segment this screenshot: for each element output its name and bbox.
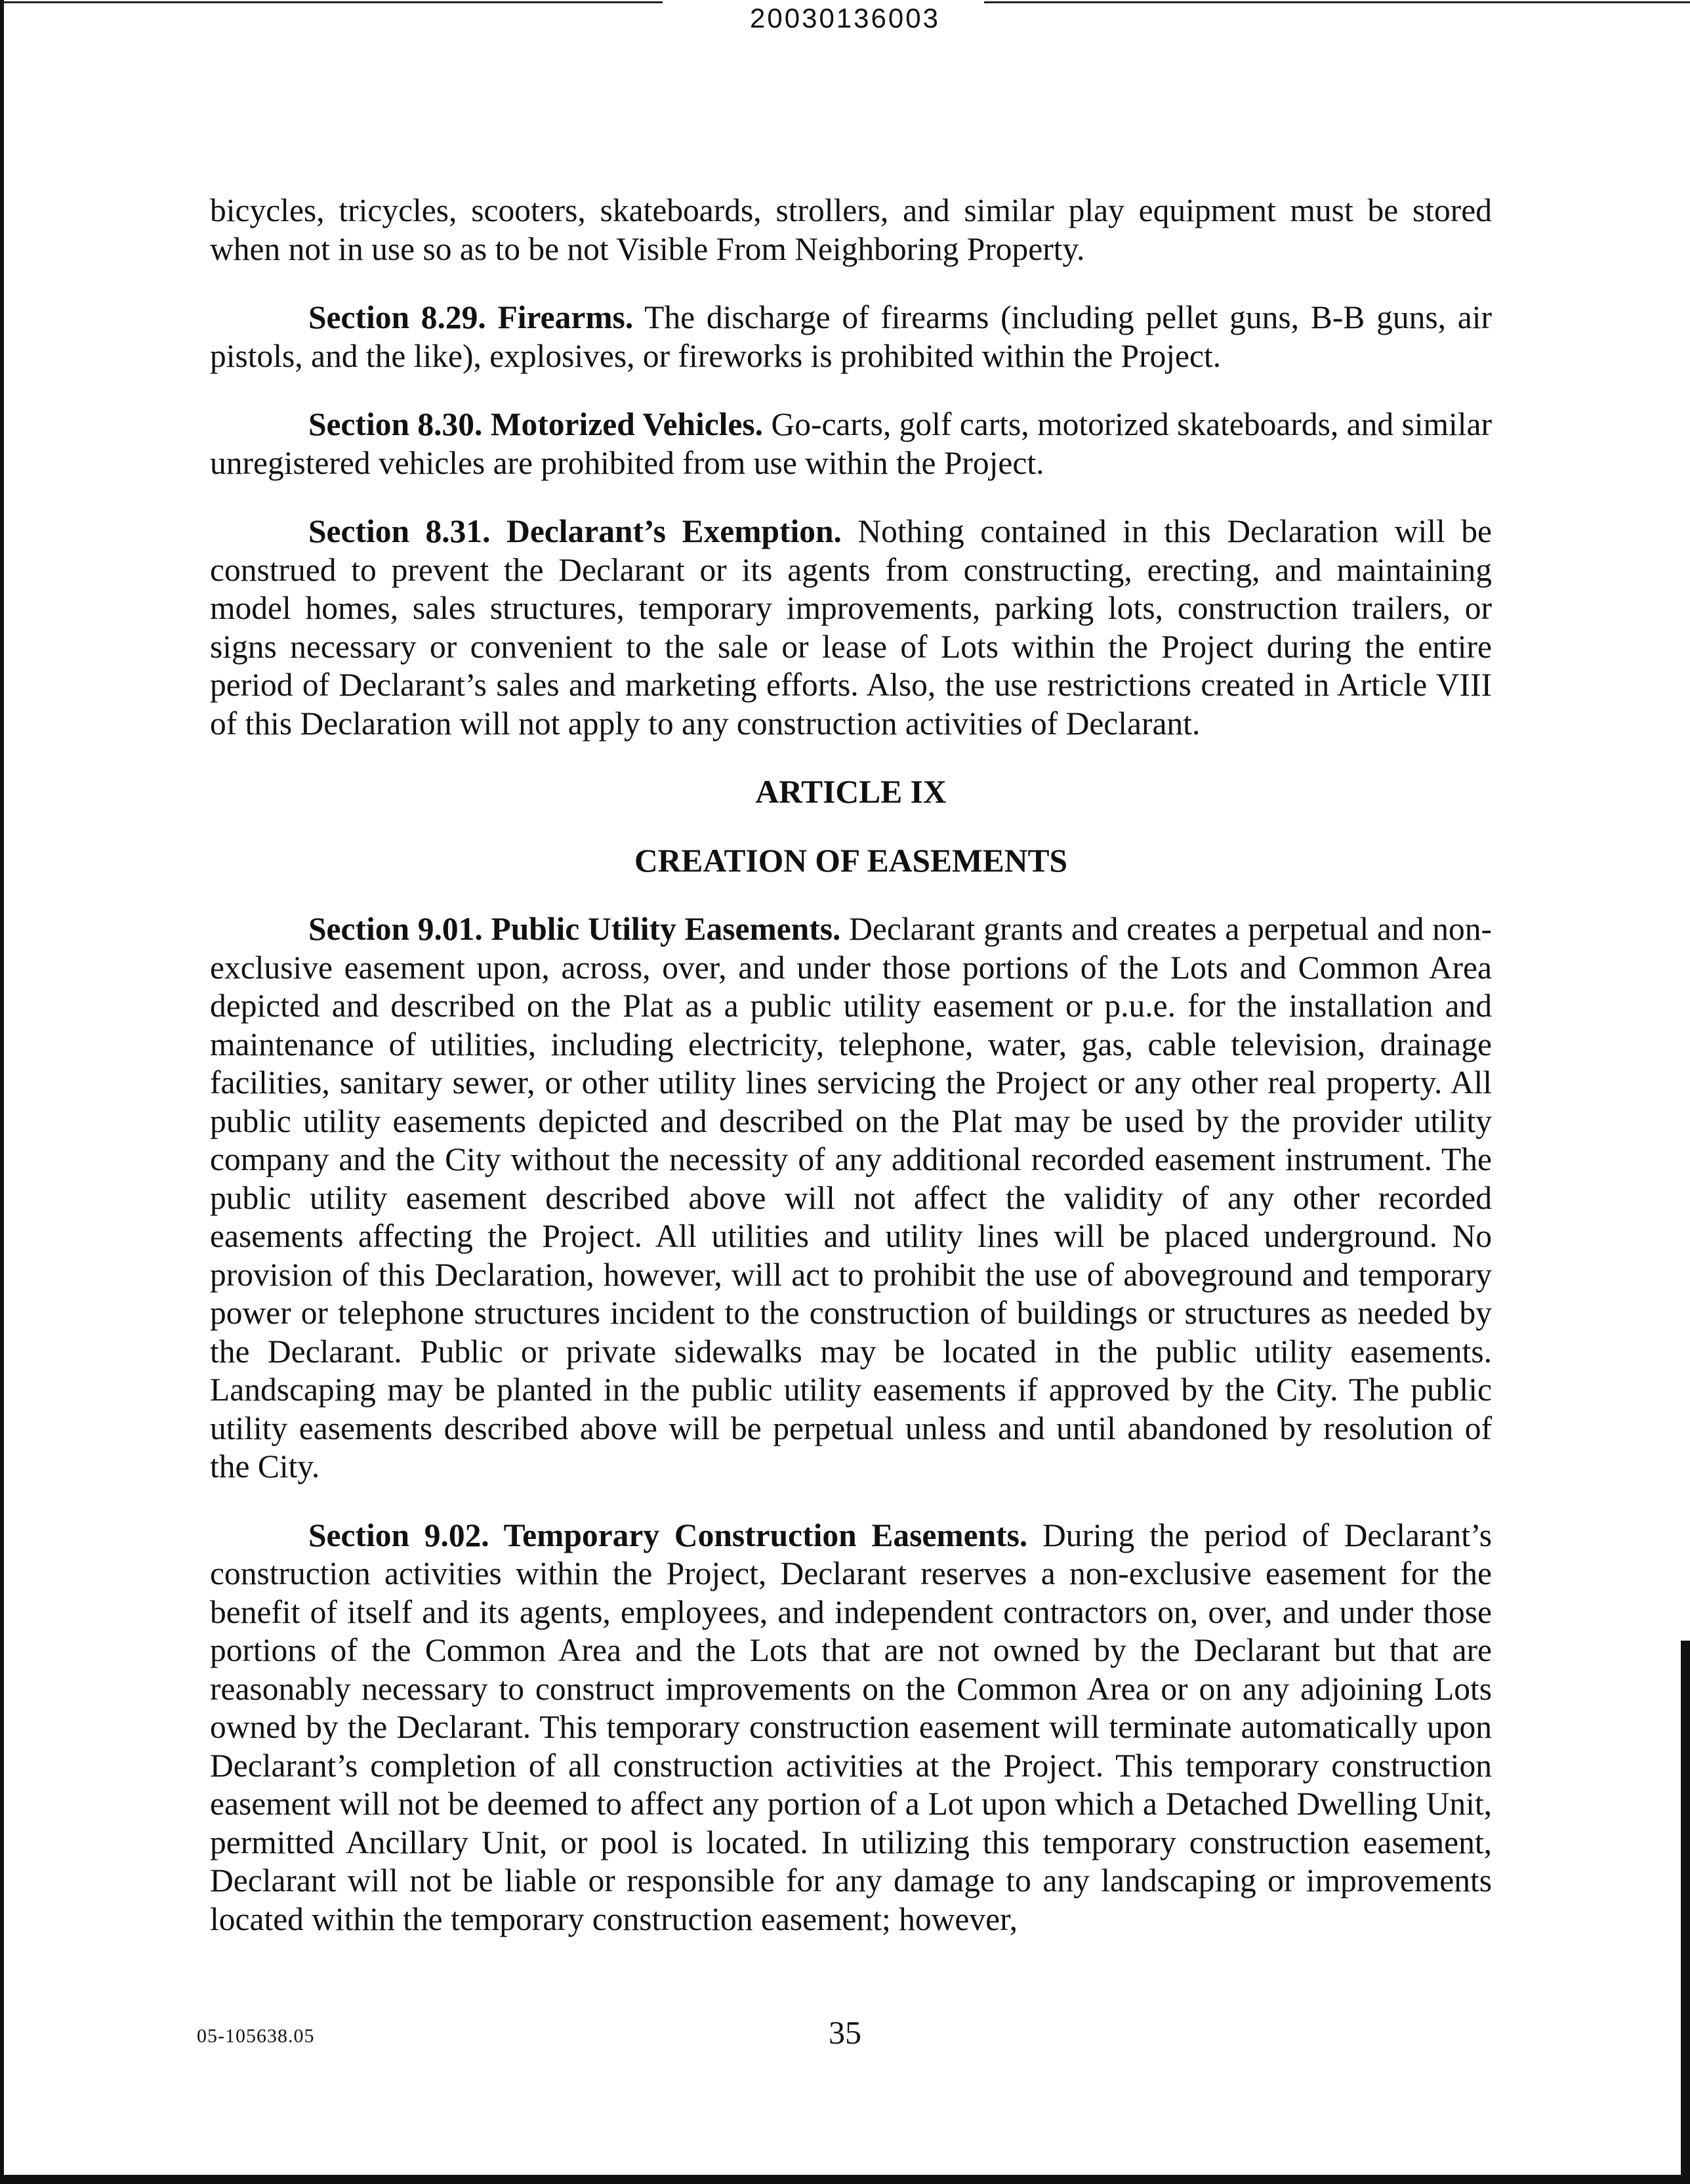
- section-8-31-text: Nothing contained in this Declaration will be construed to prevent the Declarant or its agents from constructing, erecting, and maintaining model homes, sales structures, temporary improvements, parking lots, construction trailers, or signs necessary or convenient to the sale or lease of Lots within the Project during the entire period of Declarant’s sales and marketing efforts. Also, the use restrictions created in Article VIII of this Declaration will not apply to any construction activities of Declarant.: [210, 513, 1492, 742]
- section-8-29-title: Section 8.29. Firearms.: [308, 299, 634, 335]
- section-8-29: [210, 299, 1492, 375]
- section-8-30: [210, 406, 1492, 482]
- section-8-29-text: The discharge of firearms (including pellet guns, B-B guns, air pistols, and the like), explosives, or fireworks is prohibited within the Project.: [210, 299, 1492, 374]
- scan-bottom-edge: [0, 2175, 1690, 2184]
- section-9-01: [210, 910, 1492, 1486]
- section-9-02-text: During the period of Declarant’s construction activities within the Project, Declarant reserves a non-exclusive easement for the benefit of itself and its agents, employees, and independent contractors on, over, and under those portions of the Common Area and the Lots that are not owned by the Declarant but that are reasonably necessary to construct improvements on the Common Area or on any adjoining Lots owned by the Declarant. This temporary construction easement will terminate automatically upon Declarant’s completion of all construction activities at the Project. This temporary construction easement will not be deemed to affect any portion of a Lot upon which a Detached Dwelling Unit, permitted Ancillary Unit, or pool is located. In utilizing this temporary construction easement, Declarant will not be liable or responsible for any damage to any landscaping or improvements located within the temporary construction easement; however,: [210, 1517, 1492, 1937]
- section-8-30-text: Go-carts, golf carts, motorized skateboards, and similar unregistered vehicles are prohibited from use within the Project.: [210, 406, 1493, 481]
- article-title: CREATION OF EASEMENTS: [634, 842, 1068, 879]
- section-8-31: [210, 513, 1492, 743]
- section-8-30-title: Section 8.30. Motorized Vehicles.: [308, 406, 764, 442]
- section-9-02: [210, 1517, 1492, 1939]
- section-9-01-text: Declarant grants and creates a perpetual and non-exclusive easement upon, across, over, and under those portions of the Lots and Common Area depicted and described on the Plat as a public utility easement or p.u.e. for the installation and maintenance of utilities, including electricity, telephone, water, gas, cable television, drainage facilities, sanitary sewer, or other utility lines servicing the Project or any other real property. All public utility easements depicted and described on the Plat may be used by the provider utility company and the City without the necessity of any additional recorded easement instrument. The public utility easement described above will not affect the validity of any other recorded easements affecting the Project. All utilities and utility lines will be placed underground. No provision of this Declaration, however, will act to prohibit the use of aboveground and temporary power or telephone structures incident to the construction of buildings or structures as needed by the Declarant. Public or private sidewalks may be located in the public utility easements. Landscaping may be planted in the public utility easements if approved by the City. The public utility easements described above will be perpetual unless and until abandoned by resolution of the City.: [210, 911, 1492, 1484]
- page-number: 35: [829, 2014, 861, 2051]
- scan-right-edge: [1681, 1641, 1690, 2184]
- section-9-01-title: Section 9.01. Public Utility Easements.: [308, 911, 841, 947]
- recording-number: 20030136003: [750, 3, 940, 33]
- document-body: [210, 192, 1492, 1969]
- section-8-31-title: Section 8.31. Declarant’s Exemption.: [308, 513, 842, 549]
- paragraph-continuation: bicycles, tricycles, scooters, skateboards, strollers, and similar play equipment must be stored when not in use so as to be not Visible From Neighboring Property.: [210, 192, 1492, 267]
- footer-document-id: 05-105638.05: [197, 2025, 315, 2047]
- section-9-02-title: Section 9.02. Temporary Construction Easements.: [308, 1517, 1028, 1553]
- scan-left-edge: [0, 0, 4, 2184]
- article-heading: ARTICLE IX: [755, 774, 947, 810]
